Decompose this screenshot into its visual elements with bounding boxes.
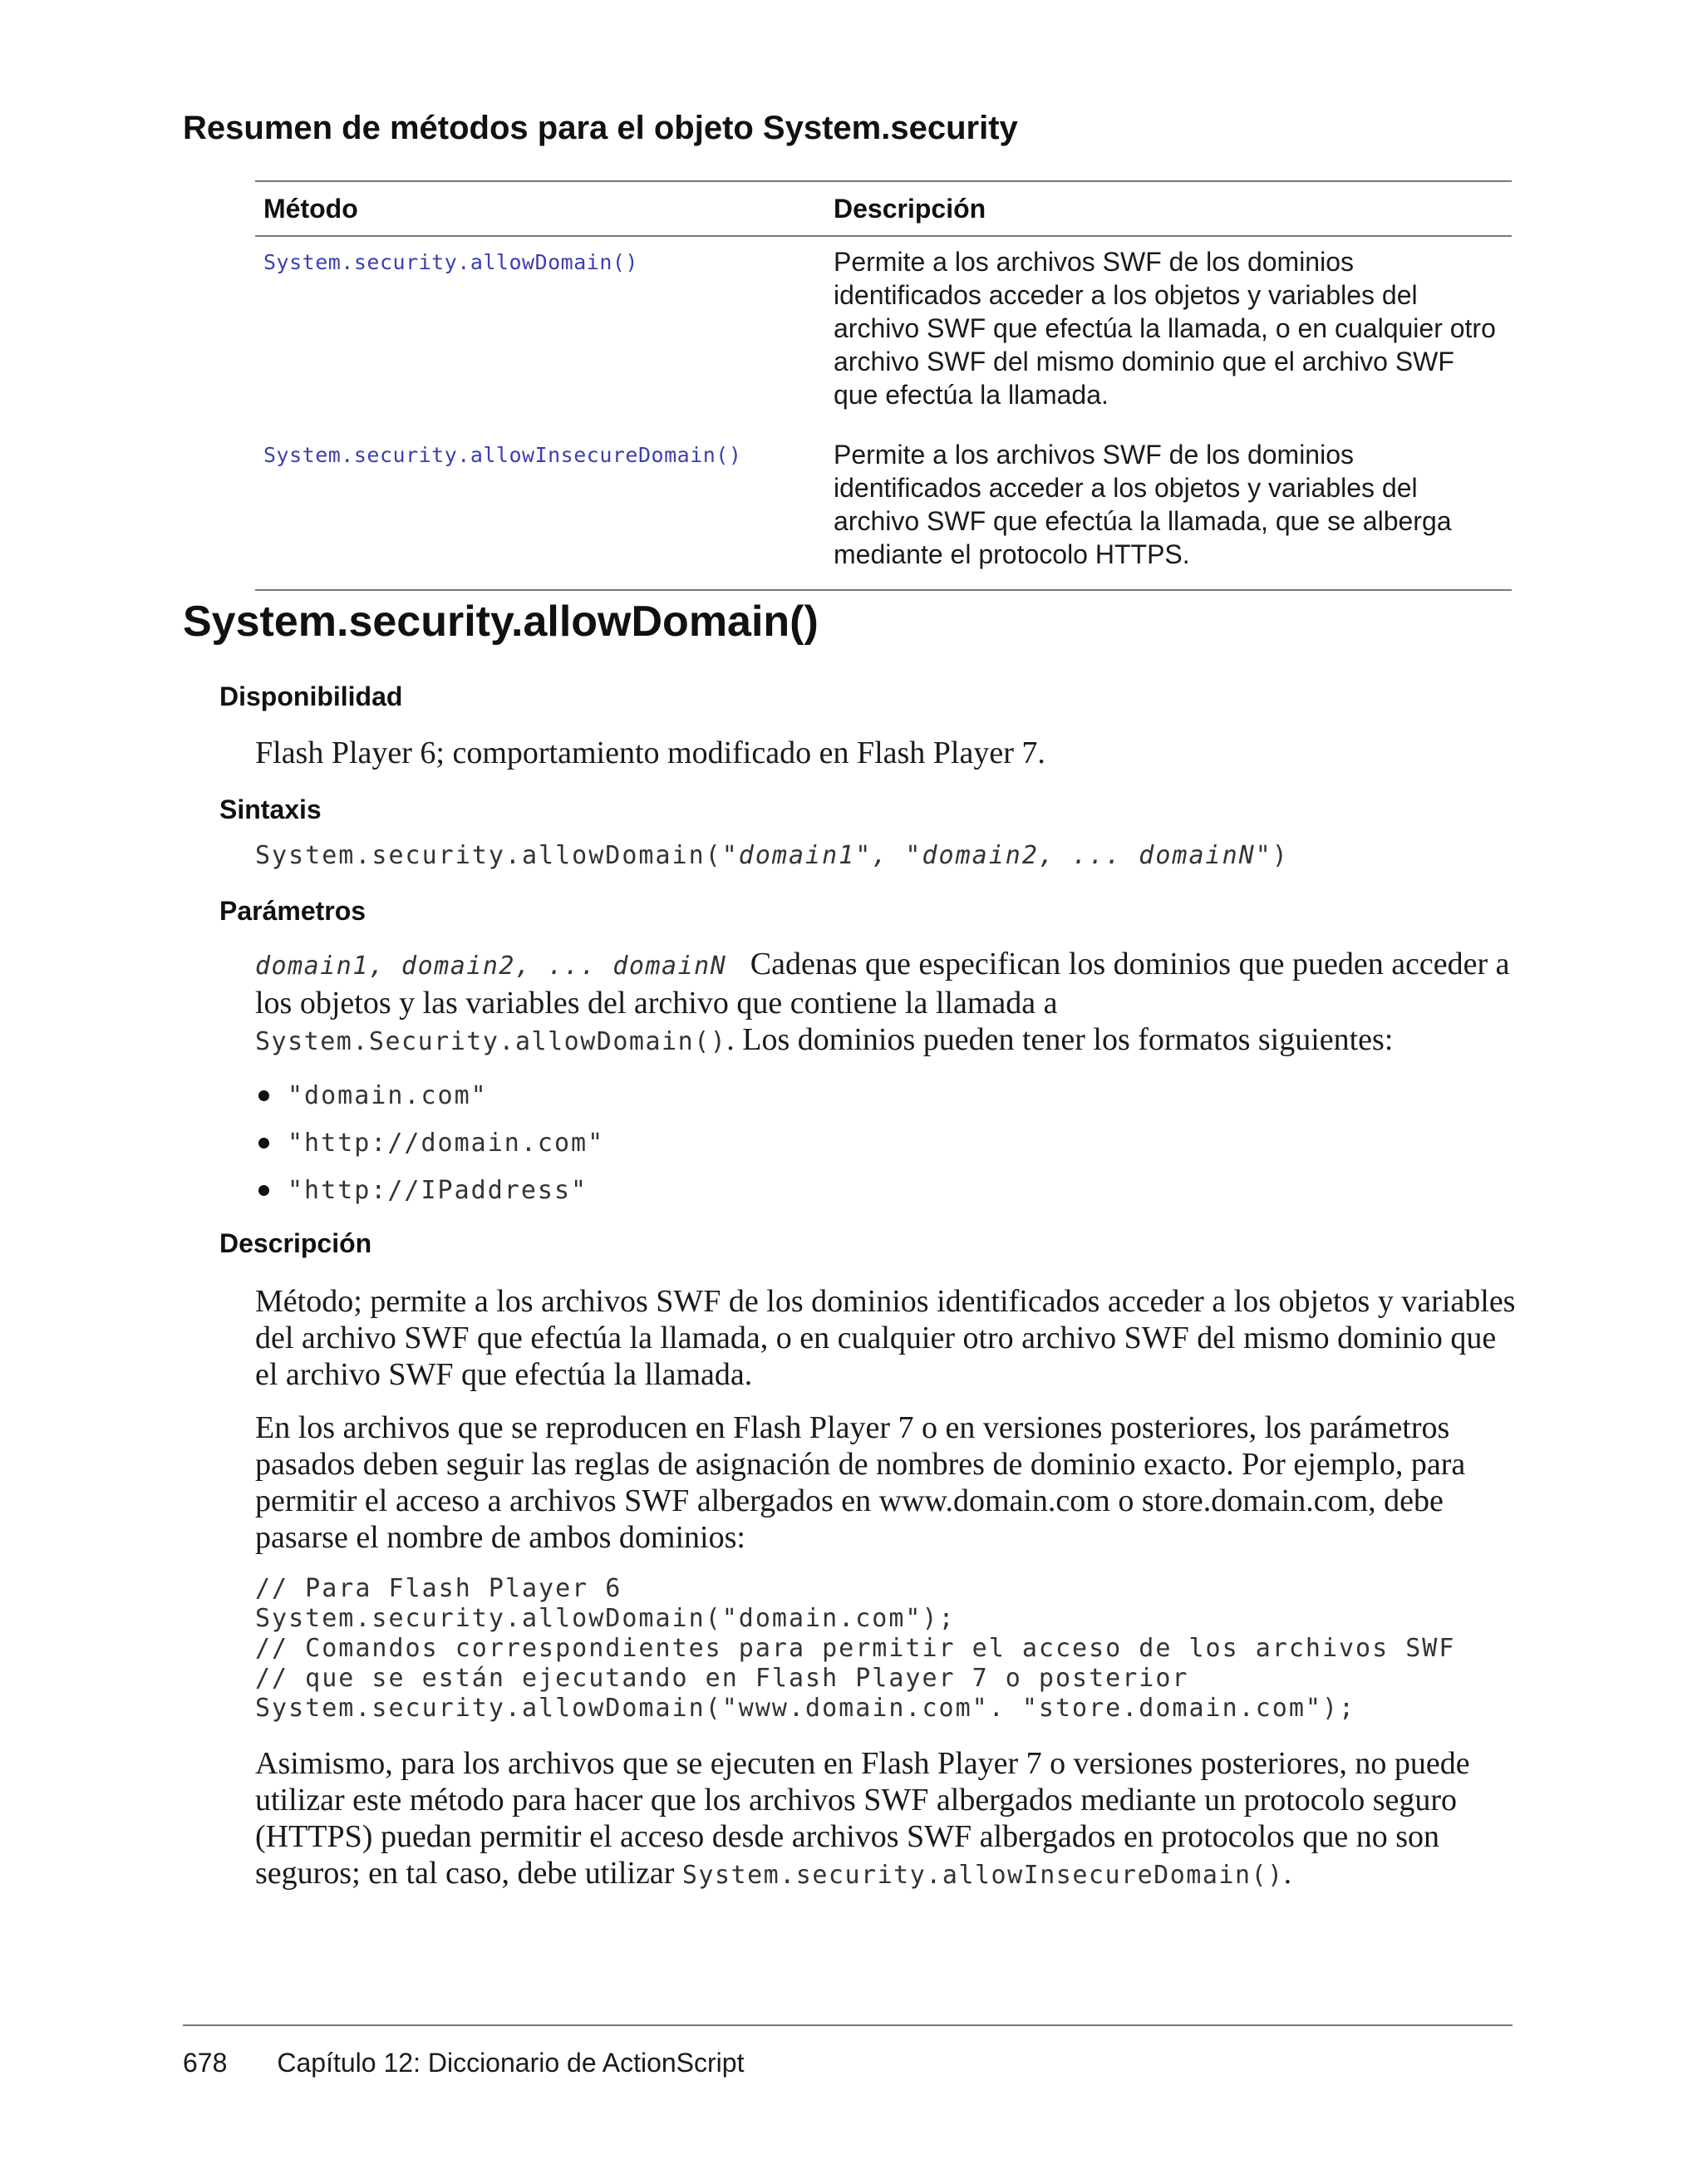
code-example [255, 1574, 1455, 1724]
code-line: // que se están ejecutando en Flash Player 7 o posterior [255, 1664, 1189, 1693]
parameters-text [255, 946, 1518, 1060]
code-line: // Para Flash Player 6 [255, 1574, 622, 1603]
chapter-title: Capítulo 12: Diccionario de ActionScript [277, 2048, 745, 2078]
parameter-text-2: . Los dominios pueden tener los formatos siguientes: [726, 1022, 1394, 1057]
entry-title: System.security.allowDomain() [183, 598, 819, 646]
footer-divider [183, 2024, 1513, 2026]
page-footer [183, 2048, 744, 2078]
description-para-1: Método; permite a los archivos SWF de los dominios identificados acceder a los objetos y variables del archivo SWF que efectúa la llamada, o en cualquier otro archivo SWF del mismo dominio que el archivo SWF que efectúa la llamada. [255, 1284, 1516, 1392]
description-heading: Descripción [219, 1228, 372, 1258]
method-link[interactable]: System.security.allowDomain() [263, 250, 638, 274]
allow-insecure-domain-link[interactable]: System.security.allowInsecureDomain() [681, 1861, 1284, 1890]
domain-formats-list [255, 1072, 604, 1214]
bullet-icon [258, 1185, 269, 1196]
parameter-code: System.Security.allowDomain() [255, 1027, 727, 1056]
bullet-icon [258, 1090, 269, 1101]
para3-text: Asimismo, para los archivos que se ejecuten en Flash Player 7 o versiones posteriores, no puede utilizar este método para hacer que los archivos SWF albergados mediante un protocolo seguro (HTTPS) puedan permitir el acceso desde archivos SWF albergados en protocolos que no son seguros; en tal caso, debe utilizar [255, 1746, 1470, 1891]
availability-text: Flash Player 6; comportamiento modificado en Flash Player 7. [255, 735, 1045, 770]
summary-title: Resumen de métodos para el objeto System.security [183, 110, 1018, 146]
availability-heading: Disponibilidad [219, 681, 403, 711]
description-para-2: En los archivos que se reproducen en Flash Player 7 o en versiones posteriores, los parámetros pasados deben seguir las reglas de asignación de nombres de dominio exacto. Por ejemplo, para permitir el acceso a archivos SWF albergados en www.domain.com o store.domain.com, debe pasarse el nombre de ambos dominios: [255, 1410, 1466, 1555]
code-line: System.security.allowDomain("www.domain.com". "store.domain.com"); [255, 1694, 1356, 1723]
description-para-3 [255, 1745, 1518, 1894]
format-value: "http://IPaddress" [288, 1176, 588, 1205]
syntax-heading: Sintaxis [219, 794, 322, 824]
methods-summary-table [255, 180, 1512, 591]
method-link[interactable]: System.security.allowInsecureDomain() [263, 443, 742, 467]
format-value: "http://domain.com" [288, 1129, 605, 1158]
para3-end: . [1283, 1856, 1292, 1891]
parameter-text-1: Cadenas que especifican los dominios que pueden acceder a los objetos y las variables del archivo que contiene la llamada a [255, 947, 1510, 1021]
table-header-row [255, 181, 1512, 236]
list-item [255, 1072, 604, 1119]
parameter-name: domain1, domain2, ... domainN [255, 952, 727, 981]
syntax-args: domain1", "domain2, ... domainN [738, 841, 1256, 870]
list-item [255, 1119, 604, 1167]
method-description: Permite a los archivos SWF de los dominios identificados acceder a los objetos y variables del archivo SWF que efectúa la llamada, o en cualquier otro archivo SWF del mismo dominio que el archivo SWF que efectúa la llamada. [834, 247, 1496, 410]
format-value: "domain.com" [288, 1081, 488, 1110]
list-item [255, 1167, 604, 1214]
code-line: // Comandos correspondientes para permitir el acceso de los archivos SWF [255, 1634, 1456, 1663]
syntax-suffix: ") [1255, 841, 1289, 870]
syntax-line [255, 841, 1289, 870]
syntax-prefix: System.security.allowDomain(" [255, 841, 739, 870]
code-line: System.security.allowDomain("domain.com"); [255, 1604, 956, 1633]
method-description: Permite a los archivos SWF de los dominios identificados acceder a los objetos y variables del archivo SWF que efectúa la llamada, que se alberga mediante el protocolo HTTPS. [834, 440, 1452, 569]
table-row [255, 236, 1512, 430]
header-method: Método [263, 194, 358, 224]
page-number: 678 [183, 2048, 228, 2078]
table-row [255, 430, 1512, 590]
bullet-icon [258, 1138, 269, 1149]
parameters-heading: Parámetros [219, 896, 366, 926]
header-description: Descripción [834, 194, 986, 224]
